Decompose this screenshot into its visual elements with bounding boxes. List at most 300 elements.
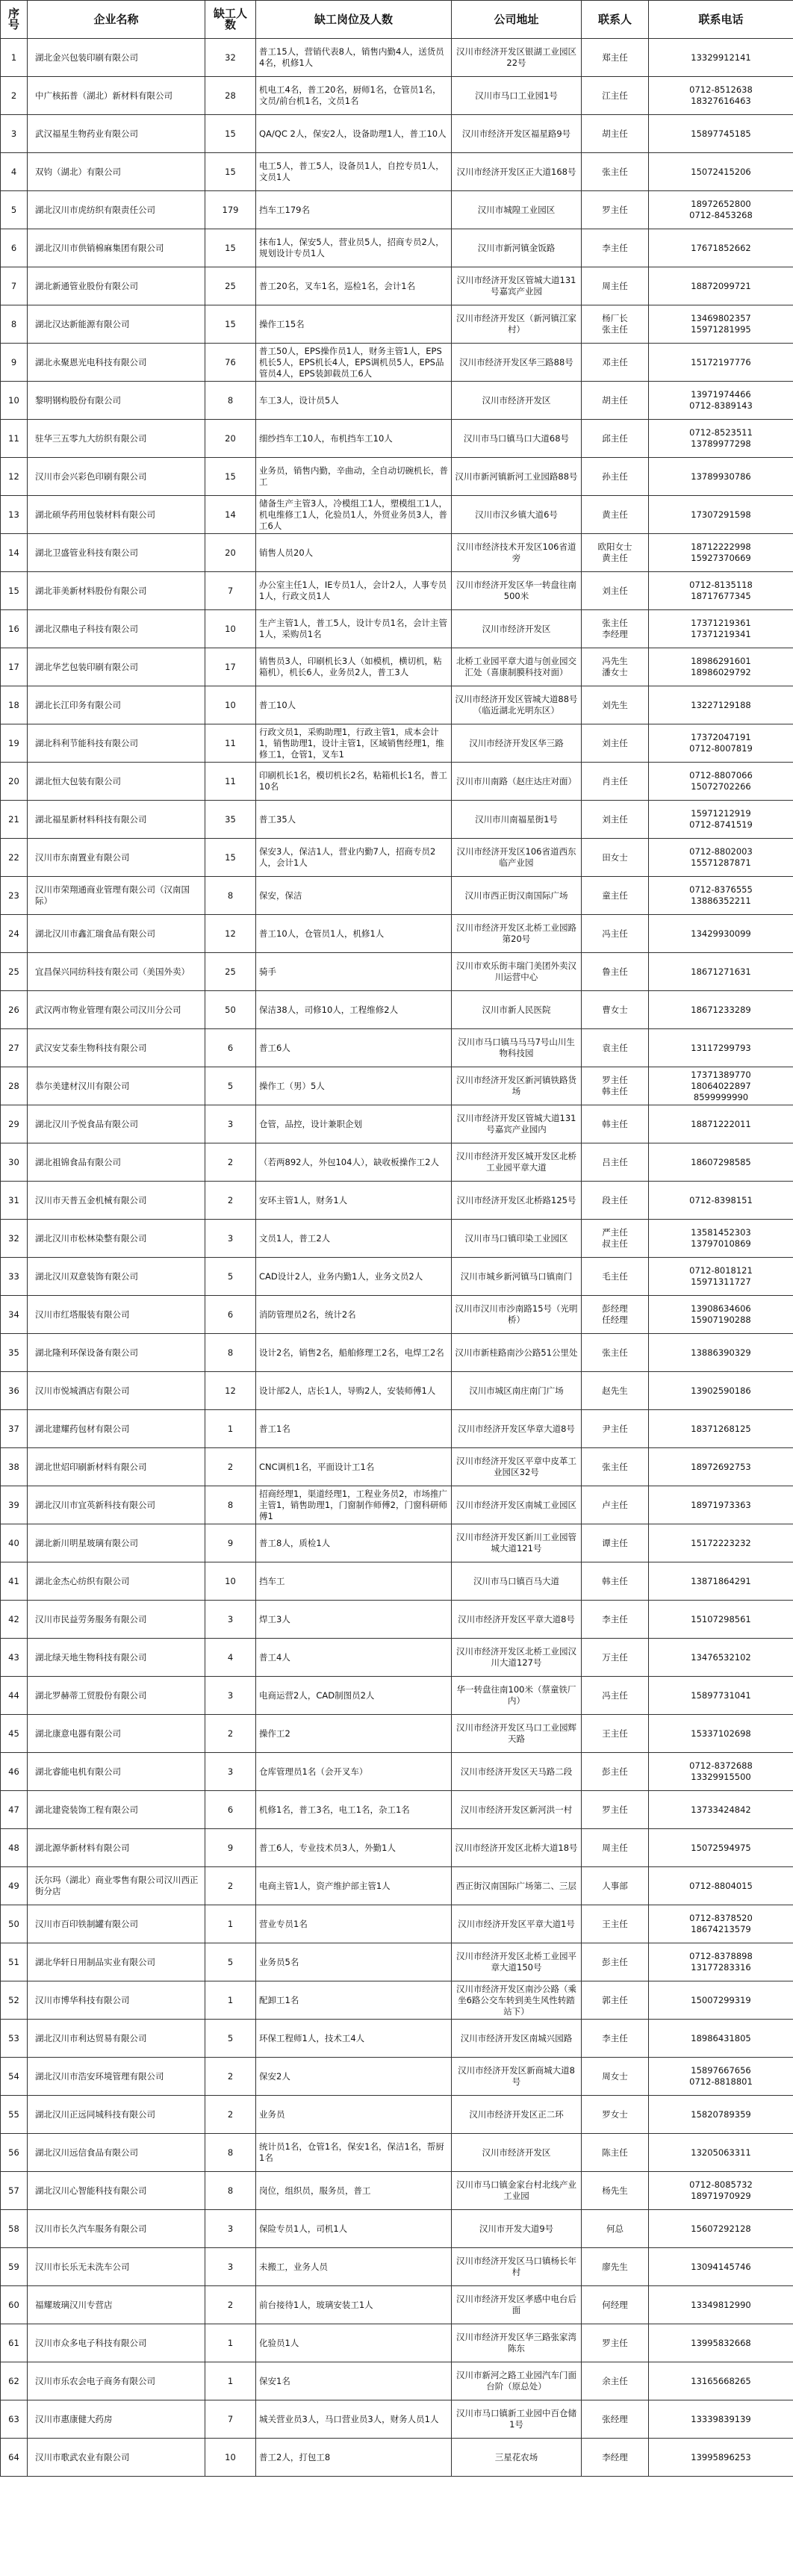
address-cell: 汉川市马口工业园1号 xyxy=(452,77,582,115)
shortage-count-cell: 32 xyxy=(205,39,256,77)
shortage-count-cell: 12 xyxy=(205,915,256,953)
contact-cell: 李经理 xyxy=(582,2439,649,2477)
index-cell: 57 xyxy=(1,2172,28,2210)
phone-cell: 13733424842 xyxy=(649,1791,793,1829)
phone-cell: 15337102698 xyxy=(649,1715,793,1753)
contact-cell: 袁主任 xyxy=(582,1029,649,1067)
contact-cell: 刘主任 xyxy=(582,724,649,763)
table-row xyxy=(1,305,793,344)
shortage-count-cell: 14 xyxy=(205,496,256,534)
positions-cell: 挡车工179名 xyxy=(256,191,452,229)
phone-cell: 15172197776 xyxy=(649,344,793,382)
phone-cell: 13871864291 xyxy=(649,1562,793,1601)
contact-cell: 人事部 xyxy=(582,1867,649,1905)
address-cell: 汉川市经济开发区天马路二段 xyxy=(452,1753,582,1791)
table-row xyxy=(1,2058,793,2096)
phone-cell: 18671233289 xyxy=(649,991,793,1029)
shortage-count-cell: 5 xyxy=(205,2020,256,2058)
index-cell: 16 xyxy=(1,610,28,648)
company-cell: 湖北汉川市虎纺织有限责任公司 xyxy=(28,191,205,229)
index-cell: 40 xyxy=(1,1524,28,1562)
shortage-count-cell: 2 xyxy=(205,1867,256,1905)
address-cell: 汉川市经济技术开发区106省道旁 xyxy=(452,534,582,572)
phone-cell: 0712-8804015 xyxy=(649,1867,793,1905)
address-cell: 汉川市经济开发区新商城大道8号 xyxy=(452,2058,582,2096)
phone-cell: 13094145746 xyxy=(649,2248,793,2286)
company-cell: 黎明钢构股份有限公司 xyxy=(28,382,205,420)
phone-cell: 13902590186 xyxy=(649,1372,793,1410)
index-cell: 17 xyxy=(1,648,28,686)
address-cell: 汉川市经济开发区城开发区北桥工业园平章大道 xyxy=(452,1143,582,1182)
phone-cell: 18607298585 xyxy=(649,1143,793,1182)
address-cell: 汉川市川南福星街1号 xyxy=(452,801,582,839)
shortage-count-cell: 9 xyxy=(205,1524,256,1562)
shortage-count-cell: 3 xyxy=(205,2210,256,2248)
address-cell: 汉川市经济开发区平章大道8号 xyxy=(452,1601,582,1639)
phone-cell: 17671852662 xyxy=(649,229,793,267)
positions-cell: 车工3人，设计员5人 xyxy=(256,382,452,420)
address-cell: 汉川市汉川市沙南路15号（光明桥） xyxy=(452,1296,582,1334)
address-cell: 汉川市经济开发区马口工业园辉天路 xyxy=(452,1715,582,1753)
positions-cell: 保洁38人，司修10人，工程维修2人 xyxy=(256,991,452,1029)
positions-cell: 业务员5名 xyxy=(256,1943,452,1981)
phone-cell: 13789930786 xyxy=(649,458,793,496)
table-row xyxy=(1,1715,793,1753)
table-row xyxy=(1,1601,793,1639)
company-cell: 汉川市天普五金机械有限公司 xyxy=(28,1182,205,1220)
company-cell: 湖北科利节能科技有限公司 xyxy=(28,724,205,763)
shortage-count-cell: 8 xyxy=(205,382,256,420)
address-cell: 汉川市经济开发区新河镇铁路货场 xyxy=(452,1067,582,1105)
address-cell: 汉川市经济开发区南城工业园区 xyxy=(452,1486,582,1524)
index-cell: 27 xyxy=(1,1029,28,1067)
positions-cell: 营业专员1名 xyxy=(256,1905,452,1943)
phone-cell: 0712-8018121 15971311727 xyxy=(649,1258,793,1296)
address-cell: 汉川市马口镇马马马7号山川生物科技园 xyxy=(452,1029,582,1067)
contact-cell: 卢主任 xyxy=(582,1486,649,1524)
shortage-count-cell: 2 xyxy=(205,1715,256,1753)
phone-cell: 15007299319 xyxy=(649,1981,793,2020)
address-cell: 西正街汉南国际广场第二、三层 xyxy=(452,1867,582,1905)
table-row xyxy=(1,915,793,953)
positions-cell: 安环主管1人，财务1人 xyxy=(256,1182,452,1220)
index-cell: 46 xyxy=(1,1753,28,1791)
table-row xyxy=(1,1334,793,1372)
contact-cell: 罗主任 xyxy=(582,191,649,229)
address-cell: 汉川市经济开发区福星路9号 xyxy=(452,115,582,153)
address-cell: 汉川市经济开发区马口镇杨长年村 xyxy=(452,2248,582,2286)
contact-cell: 尹主任 xyxy=(582,1410,649,1448)
positions-cell: 普工20名，叉车1名，巡检1名，会计1名 xyxy=(256,267,452,305)
contact-cell: 周主任 xyxy=(582,267,649,305)
table-row xyxy=(1,2400,793,2439)
shortage-count-cell: 2 xyxy=(205,2286,256,2324)
company-cell: 沃尔玛（湖北）商业零售有限公司汉川西正街分店 xyxy=(28,1867,205,1905)
index-cell: 52 xyxy=(1,1981,28,2020)
shortage-count-cell: 15 xyxy=(205,153,256,191)
company-cell: 湖北福星新材料科技有限公司 xyxy=(28,801,205,839)
index-cell: 29 xyxy=(1,1105,28,1143)
index-cell: 36 xyxy=(1,1372,28,1410)
index-cell: 63 xyxy=(1,2400,28,2439)
phone-cell: 18371268125 xyxy=(649,1410,793,1448)
shortage-count-cell: 10 xyxy=(205,1562,256,1601)
phone-cell: 0712-8372688 13329915500 xyxy=(649,1753,793,1791)
phone-cell: 18972652800 0712-8453268 xyxy=(649,191,793,229)
phone-cell: 18871222011 xyxy=(649,1105,793,1143)
positions-cell: 细纱挡车工10人，布机挡车工10人 xyxy=(256,420,452,458)
address-cell: 汉川市马口镇马口大道68号 xyxy=(452,420,582,458)
positions-cell: CNC调机1名，平面设计工1名 xyxy=(256,1448,452,1486)
phone-cell: 17307291598 xyxy=(649,496,793,534)
contact-cell: 何总 xyxy=(582,2210,649,2248)
index-cell: 62 xyxy=(1,2362,28,2400)
phone-cell: 13581452303 13797010869 xyxy=(649,1220,793,1258)
shortage-count-cell: 8 xyxy=(205,2172,256,2210)
contact-cell: 孙主任 xyxy=(582,458,649,496)
positions-cell: 生产主管1人，普工5人，设计专员1名，会计主管1人，采购员1名 xyxy=(256,610,452,648)
shortage-count-cell: 2 xyxy=(205,1182,256,1220)
shortage-count-cell: 25 xyxy=(205,953,256,991)
phone-cell: 15172223232 xyxy=(649,1524,793,1562)
table-row xyxy=(1,953,793,991)
table-row xyxy=(1,344,793,382)
positions-cell: 机修1名，普工3名，电工1名，杂工1名 xyxy=(256,1791,452,1829)
table-row xyxy=(1,2020,793,2058)
positions-cell: 电商运营2人，CAD制图员2人 xyxy=(256,1677,452,1715)
index-cell: 13 xyxy=(1,496,28,534)
positions-cell: 机电工4名，普工20名，厨师1名，仓管员1名，文员/前台机1名，文员1名 xyxy=(256,77,452,115)
table-row xyxy=(1,1905,793,1943)
index-cell: 23 xyxy=(1,877,28,915)
phone-cell: 17371389770 18064022897 8599999990 xyxy=(649,1067,793,1105)
index-cell: 10 xyxy=(1,382,28,420)
phone-cell: 13971974466 0712-8389143 xyxy=(649,382,793,420)
address-cell: 汉川市经济开发区管城大道131号嘉宾产业园 xyxy=(452,267,582,305)
address-cell: 汉川市经济开发区北桥工业园平章大道150号 xyxy=(452,1943,582,1981)
company-cell: 湖北绿天地生物科技有限公司 xyxy=(28,1639,205,1677)
contact-cell: 胡主任 xyxy=(582,382,649,420)
address-cell: 汉川市新河之路工业园汽车门面台阶（原总处） xyxy=(452,2362,582,2400)
phone-cell: 13908634606 15907190288 xyxy=(649,1296,793,1334)
contact-cell: 李主任 xyxy=(582,2020,649,2058)
phone-cell: 13339839139 xyxy=(649,2400,793,2439)
company-cell: 湖北汉川予悦食品有限公司 xyxy=(28,1105,205,1143)
address-cell: 汉川市经济开发区 xyxy=(452,610,582,648)
table-row xyxy=(1,77,793,115)
address-cell: 华一转盘往南100米（蔡童铁厂内） xyxy=(452,1677,582,1715)
shortage-count-cell: 3 xyxy=(205,1105,256,1143)
phone-cell: 13469802357 15971281995 xyxy=(649,305,793,344)
table-row xyxy=(1,2439,793,2477)
shortage-count-cell: 7 xyxy=(205,2400,256,2439)
address-cell: 汉川市马口镇金家台村北线产业工业园 xyxy=(452,2172,582,2210)
table-row xyxy=(1,1562,793,1601)
table-row xyxy=(1,1220,793,1258)
positions-cell: 消防管理员2名，统计2名 xyxy=(256,1296,452,1334)
contact-cell: 万主任 xyxy=(582,1639,649,1677)
contact-cell: 刘先生 xyxy=(582,686,649,724)
phone-cell: 17372047191 0712-8007819 xyxy=(649,724,793,763)
contact-cell: 罗主任 xyxy=(582,1791,649,1829)
company-cell: 湖北永聚恩光电科技有限公司 xyxy=(28,344,205,382)
shortage-count-cell: 2 xyxy=(205,1143,256,1182)
index-cell: 5 xyxy=(1,191,28,229)
address-cell: 汉川市经济开发区新川工业园管城大道121号 xyxy=(452,1524,582,1562)
shortage-count-cell: 6 xyxy=(205,1791,256,1829)
table-row xyxy=(1,686,793,724)
positions-cell: 焊工3人 xyxy=(256,1601,452,1639)
company-cell: 福耀玻璃汉川专营店 xyxy=(28,2286,205,2324)
positions-cell: 业务员，销售内勤，辛曲动，全自动切碗机长，普工 xyxy=(256,458,452,496)
index-cell: 32 xyxy=(1,1220,28,1258)
positions-cell: 保安1名 xyxy=(256,2362,452,2400)
positions-cell: 挡车工 xyxy=(256,1562,452,1601)
table-row xyxy=(1,1182,793,1220)
company-cell: 汉川市红塔服装有限公司 xyxy=(28,1296,205,1334)
company-cell: 湖北恒大包装有限公司 xyxy=(28,763,205,801)
positions-cell: 城关营业员3人，马口营业员3人，财务人员1人 xyxy=(256,2400,452,2439)
company-cell: 湖北汉川市浩安环境管理有限公司 xyxy=(28,2058,205,2096)
phone-cell: 0712-8807066 15072702266 xyxy=(649,763,793,801)
company-cell: 湖北汉川远信食品有限公司 xyxy=(28,2134,205,2172)
shortage-count-cell: 10 xyxy=(205,610,256,648)
phone-cell: 13205063311 xyxy=(649,2134,793,2172)
table-row xyxy=(1,534,793,572)
index-cell: 6 xyxy=(1,229,28,267)
address-cell: 汉川市汉乡镇大道6号 xyxy=(452,496,582,534)
contact-cell: 彭主任 xyxy=(582,1753,649,1791)
shortage-count-cell: 17 xyxy=(205,648,256,686)
company-cell: 湖北汉达新能源有限公司 xyxy=(28,305,205,344)
positions-cell: 普工10人 xyxy=(256,686,452,724)
table-row xyxy=(1,1677,793,1715)
company-cell: 湖北汉川市鑫汇瑞食品有限公司 xyxy=(28,915,205,953)
index-cell: 8 xyxy=(1,305,28,344)
contact-cell: 江主任 xyxy=(582,77,649,115)
phone-cell: 0712-8378898 13177283316 xyxy=(649,1943,793,1981)
address-cell: 汉川市经济开发区华三路 xyxy=(452,724,582,763)
company-cell: 湖北菲美新材料股份有限公司 xyxy=(28,572,205,610)
company-cell: 恭尔美建材汉川有限公司 xyxy=(28,1067,205,1105)
company-cell: 湖北祖锦食品有限公司 xyxy=(28,1143,205,1182)
shortage-count-cell: 1 xyxy=(205,1905,256,1943)
shortage-count-cell: 11 xyxy=(205,724,256,763)
index-cell: 61 xyxy=(1,2324,28,2362)
index-cell: 22 xyxy=(1,839,28,877)
positions-cell: 骑手 xyxy=(256,953,452,991)
phone-cell: 15971212919 0712-8741519 xyxy=(649,801,793,839)
table-row xyxy=(1,1067,793,1105)
address-cell: 汉川市经济开发区华三路张家湾陈东 xyxy=(452,2324,582,2362)
company-cell: 汉川市惠康健大药房 xyxy=(28,2400,205,2439)
table-row xyxy=(1,2210,793,2248)
shortage-count-cell: 1 xyxy=(205,2362,256,2400)
address-cell: 汉川市经济开发区南沙公路（乘坐6路公交车转到美生风性转踏站下） xyxy=(452,1981,582,2020)
positions-cell: 普工10人，仓管员1人，机修1人 xyxy=(256,915,452,953)
phone-cell: 13227129188 xyxy=(649,686,793,724)
table-row xyxy=(1,1372,793,1410)
contact-cell: 欧阳女士 黄主任 xyxy=(582,534,649,572)
index-cell: 60 xyxy=(1,2286,28,2324)
positions-cell: 印刷机长1名，模切机长2名，粘箱机长1名，普工10名 xyxy=(256,763,452,801)
shortage-count-cell: 8 xyxy=(205,877,256,915)
table-row xyxy=(1,1410,793,1448)
positions-cell: 销售人员20人 xyxy=(256,534,452,572)
contact-cell: 邱主任 xyxy=(582,420,649,458)
index-cell: 51 xyxy=(1,1943,28,1981)
positions-cell: 操作工15名 xyxy=(256,305,452,344)
shortage-count-cell: 11 xyxy=(205,763,256,801)
index-cell: 47 xyxy=(1,1791,28,1829)
company-cell: 湖北汉川市宜英新科技有限公司 xyxy=(28,1486,205,1524)
positions-cell: 保安3人，保洁1人，营业内勤7人，招商专员2人，会计1人 xyxy=(256,839,452,877)
contact-cell: 王主任 xyxy=(582,1715,649,1753)
table-header xyxy=(1,1,793,39)
contact-cell: 韩主任 xyxy=(582,1105,649,1143)
table-row xyxy=(1,839,793,877)
index-cell: 45 xyxy=(1,1715,28,1753)
index-cell: 18 xyxy=(1,686,28,724)
table-row xyxy=(1,2324,793,2362)
company-cell: 汉川市民益劳务服务有限公司 xyxy=(28,1601,205,1639)
contact-cell: 张主任 xyxy=(582,1448,649,1486)
table-row xyxy=(1,1829,793,1867)
address-cell: 汉川市马口镇新工业园中百仓储1号 xyxy=(452,2400,582,2439)
shortage-count-cell: 4 xyxy=(205,1639,256,1677)
contact-cell: 何经理 xyxy=(582,2286,649,2324)
shortage-count-cell: 20 xyxy=(205,420,256,458)
contact-cell: 刘主任 xyxy=(582,801,649,839)
contact-cell: 杨先生 xyxy=(582,2172,649,2210)
address-cell: 汉川市经济开发区正大道168号 xyxy=(452,153,582,191)
address-cell: 汉川市经济开发区华三路88号 xyxy=(452,344,582,382)
contact-cell: 彭主任 xyxy=(582,1943,649,1981)
phone-cell: 13429930099 xyxy=(649,915,793,953)
contact-cell: 罗主任 韩主任 xyxy=(582,1067,649,1105)
positions-cell: 设计部2人，店长1人，导购2人，安装师傅1人 xyxy=(256,1372,452,1410)
contact-cell: 谭主任 xyxy=(582,1524,649,1562)
index-cell: 1 xyxy=(1,39,28,77)
index-cell: 44 xyxy=(1,1677,28,1715)
index-cell: 7 xyxy=(1,267,28,305)
contact-cell: 李主任 xyxy=(582,229,649,267)
contact-cell: 郑主任 xyxy=(582,39,649,77)
phone-cell: 0712-8378520 18674213579 xyxy=(649,1905,793,1943)
index-cell: 35 xyxy=(1,1334,28,1372)
table-row xyxy=(1,1296,793,1334)
contact-cell: 田女士 xyxy=(582,839,649,877)
company-cell: 湖北卫盛管业科技有限公司 xyxy=(28,534,205,572)
shortage-count-cell: 1 xyxy=(205,1410,256,1448)
contact-cell: 杨厂长 张主任 xyxy=(582,305,649,344)
shortage-count-cell: 179 xyxy=(205,191,256,229)
index-cell: 59 xyxy=(1,2248,28,2286)
table-row xyxy=(1,1524,793,1562)
index-cell: 28 xyxy=(1,1067,28,1105)
phone-cell: 15072594975 xyxy=(649,1829,793,1867)
header-address: 公司地址 xyxy=(452,1,582,39)
positions-cell: 操作工（男）5人 xyxy=(256,1067,452,1105)
company-cell: 湖北硕华药用包装材料有限公司 xyxy=(28,496,205,534)
index-cell: 31 xyxy=(1,1182,28,1220)
contact-cell: 吕主任 xyxy=(582,1143,649,1182)
shortage-count-cell: 9 xyxy=(205,1829,256,1867)
index-cell: 42 xyxy=(1,1601,28,1639)
company-cell: 汉川市百印铁制罐有限公司 xyxy=(28,1905,205,1943)
contact-cell: 罗女士 xyxy=(582,2096,649,2134)
phone-cell: 15072415206 xyxy=(649,153,793,191)
positions-cell: 未搬工，业务人员 xyxy=(256,2248,452,2286)
phone-cell: 18986431805 xyxy=(649,2020,793,2058)
index-cell: 54 xyxy=(1,2058,28,2096)
positions-cell: 保安2人 xyxy=(256,2058,452,2096)
index-cell: 15 xyxy=(1,572,28,610)
phone-cell: 15897731041 xyxy=(649,1677,793,1715)
contact-cell: 罗主任 xyxy=(582,2324,649,2362)
table-row xyxy=(1,1753,793,1791)
company-cell: 湖北建瓷装饰工程有限公司 xyxy=(28,1791,205,1829)
company-cell: 武汉安艾泰生物科技有限公司 xyxy=(28,1029,205,1067)
table-row xyxy=(1,801,793,839)
table-row xyxy=(1,1791,793,1829)
index-cell: 50 xyxy=(1,1905,28,1943)
positions-cell: 普工6人 xyxy=(256,1029,452,1067)
positions-cell: CAD设计2人，业务内勤1人，业务文员2人 xyxy=(256,1258,452,1296)
address-cell: 汉川市经济开发区正二环 xyxy=(452,2096,582,2134)
table-row xyxy=(1,267,793,305)
table-row xyxy=(1,1981,793,2020)
index-cell: 24 xyxy=(1,915,28,953)
company-cell: 湖北汉川双意装饰有限公司 xyxy=(28,1258,205,1296)
address-cell: 汉川市新桂路南沙公路51公里处 xyxy=(452,1334,582,1372)
shortage-count-cell: 3 xyxy=(205,1753,256,1791)
shortage-count-cell: 6 xyxy=(205,1029,256,1067)
phone-cell: 0712-8523511 13789977298 xyxy=(649,420,793,458)
company-cell: 汉川市众多电子科技有限公司 xyxy=(28,2324,205,2362)
contact-cell: 胡主任 xyxy=(582,115,649,153)
table-row xyxy=(1,763,793,801)
positions-cell: 普工35人 xyxy=(256,801,452,839)
table-row xyxy=(1,420,793,458)
shortage-count-cell: 8 xyxy=(205,2134,256,2172)
address-cell: 汉川市经济开发区新河洪一村 xyxy=(452,1791,582,1829)
positions-cell: 业务员 xyxy=(256,2096,452,2134)
contact-cell: 张主任 李经理 xyxy=(582,610,649,648)
positions-cell: 普工2人，打包工8 xyxy=(256,2439,452,2477)
contact-cell: 冯主任 xyxy=(582,1677,649,1715)
phone-cell: 18671271631 xyxy=(649,953,793,991)
table-row xyxy=(1,39,793,77)
index-cell: 39 xyxy=(1,1486,28,1524)
contact-cell: 张主任 xyxy=(582,1334,649,1372)
contact-cell: 张经理 xyxy=(582,2400,649,2439)
table-row xyxy=(1,1867,793,1905)
phone-cell: 0712-8135118 18717677345 xyxy=(649,572,793,610)
address-cell: 汉川市马口镇百马大道 xyxy=(452,1562,582,1601)
positions-cell: 普工4人 xyxy=(256,1639,452,1677)
company-cell: 汉川市长乐无未洗车公司 xyxy=(28,2248,205,2286)
contact-cell: 周主任 xyxy=(582,1829,649,1867)
table-row xyxy=(1,191,793,229)
header-shortage-count: 缺工人数 xyxy=(205,1,256,39)
address-cell: 汉川市川南路（赵庄达庄对面） xyxy=(452,763,582,801)
address-cell: 汉川市经济开发区 xyxy=(452,382,582,420)
table-row xyxy=(1,153,793,191)
positions-cell: 普工15人，营销代表8人，销售内勤4人，送货员4名，机修1人 xyxy=(256,39,452,77)
positions-cell: 岗位，组织员，服务员，普工 xyxy=(256,2172,452,2210)
positions-cell: 招商经理1，渠道经理1，工程业务员2，市场推广主管1，销售助理1，门窗制作师傅2，门窗科研师傅1 xyxy=(256,1486,452,1524)
